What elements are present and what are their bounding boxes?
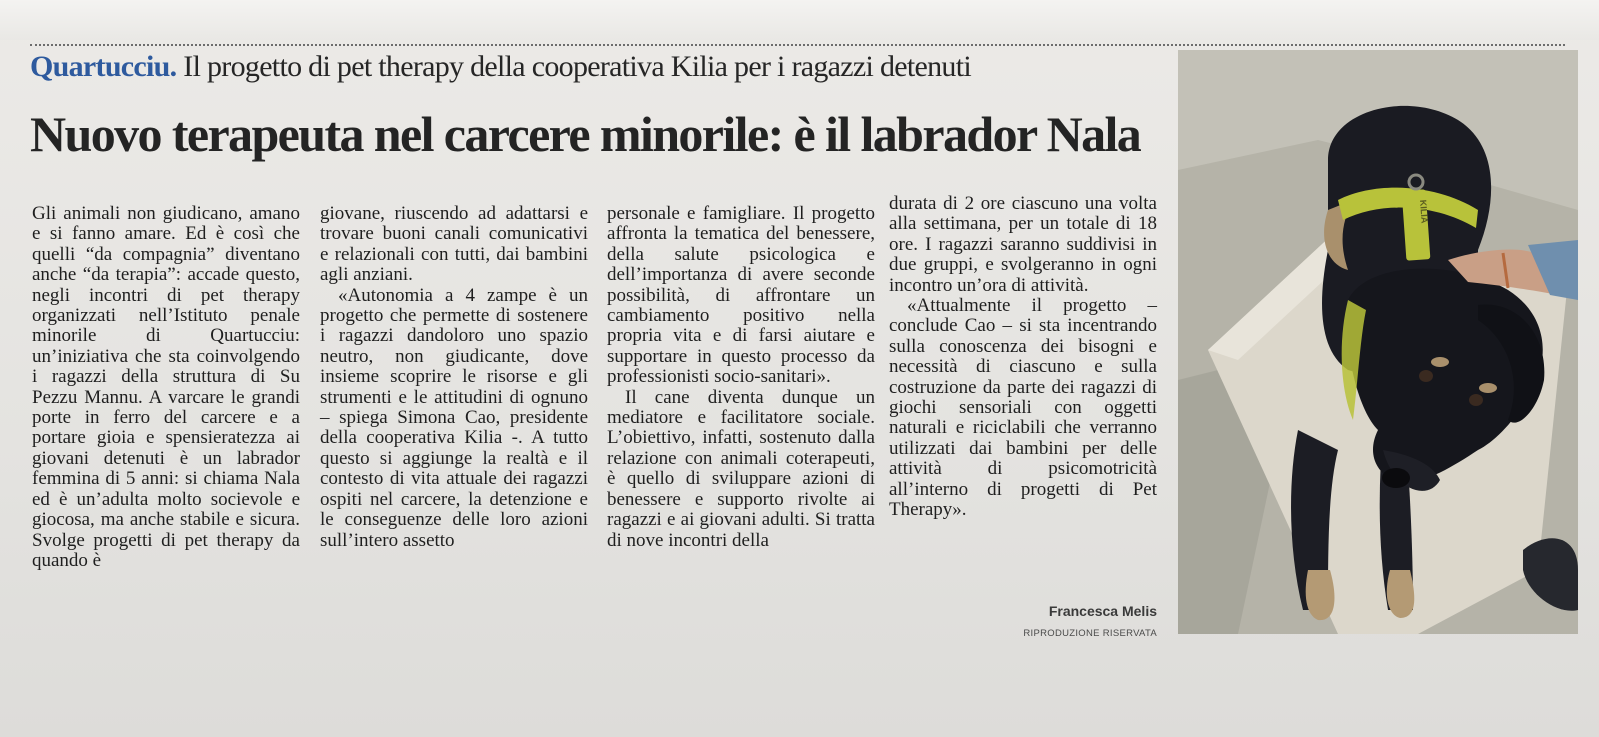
article-column-4	[889, 194, 1157, 521]
kicker-place: Quartucciu.	[30, 50, 177, 83]
article-kicker	[30, 50, 1150, 84]
dotted-divider	[30, 44, 1565, 46]
article-column-1	[32, 204, 300, 571]
kicker-subtitle: Il progetto di pet therapy della cooperativa Kilia per i ragazzi detenuti	[183, 50, 971, 83]
dog-nose	[1382, 468, 1410, 488]
harness-label: KILIA	[1418, 199, 1430, 224]
article-column-2	[320, 204, 588, 551]
dog-eyebrow-right	[1479, 383, 1497, 393]
column-paragraph: Gli animali non giudicano, amano e si fanno amare. Ed è così che quelli “da compagnia” diventano anche “da terapia”: accade questo, negli incontri di pet therapy organizzati nell’Istituto penale minorile di Quartucciu: un’iniziativa che sta coinvolgendo i ragazzi della struttura di Su Pezzu Mannu. A varcare le grandi porte in ferro del carcere e a portare gioia e spensieratezza ai giovani detenuti è un labrador femmina di 5 anni: si chiama Nala ed è un’adulta molto socievole e giocosa, ma anche stabile e sicura. Svolge progetti di pet therapy da quando è	[32, 203, 300, 571]
column-paragraph: durata di 2 ore ciascuno una volta alla settimana, per un totale di 18 ore. I ragazzi saranno suddivisi in due gruppi, e svolgeranno in ogni incontro un’ora di attività.	[889, 193, 1157, 296]
copyright-notice: RIPRODUZIONE RISERVATA	[1023, 628, 1157, 639]
dog-eye-right	[1469, 394, 1483, 406]
column-paragraph: «Attualmente il progetto – conclude Cao – si sta incentrando sulla conoscenza dei bisogni e necessità di ciascuno e sulla costruzione da parte dei ragazzi di giochi sensoriali con oggetti naturali e riciclabili che verranno utilizzati dai bambini per delle attività di psicomotricità all’interno di progetti di Pet Therapy».	[889, 295, 1157, 521]
article-column-3	[607, 204, 875, 551]
dog-photo	[1178, 50, 1578, 634]
column-paragraph: giovane, riuscendo ad adattarsi e trovare buoni canali comunicativi e relazionali con tutti, dai bambini agli anziani.	[320, 203, 588, 286]
page-top-edge	[0, 0, 1599, 40]
dog-eye-left	[1419, 370, 1433, 382]
column-paragraph: Il cane diventa dunque un mediatore e facilitatore sociale. L’obiettivo, infatti, sostenuto dalla relazione con animali coterapeuti, è quello di sviluppare azioni di benessere e supporto rivolte ai ragazzi e ai giovani adulti. Si tratta di nove incontri della	[607, 386, 875, 551]
column-paragraph: «Autonomia a 4 zampe è un progetto che permette di sostenere i ragazzi dandoloro uno spazio neutro, non giudicante, dove insieme scoprire le risorse e gli strumenti e le attitudini di ognuno – spiega Simona Cao, presidente della cooperativa Kilia -. A tutto questo si aggiunge la realtà e il contesto di vita attuale dei ragazzi ospiti nel carcere, la detenzione e le conseguenze delle loro azioni sull’intero assetto	[320, 284, 588, 551]
article-headline: Nuovo terapeuta nel carcere minorile: è il labrador Nala	[30, 106, 1141, 162]
column-paragraph: personale e famigliare. Il progetto affronta la tematica del benessere, della salute psicologica e dell’importanza di avere seconde possibilità, di affrontare un cambiamento positivo nella propria vita e di farsi aiutare e supportare in questo processo da professionisti socio-sanitari».	[607, 203, 875, 388]
article-byline: Francesca Melis	[1048, 603, 1157, 619]
dog-eyebrow-left	[1431, 357, 1449, 367]
labrador-illustration	[1178, 50, 1578, 634]
